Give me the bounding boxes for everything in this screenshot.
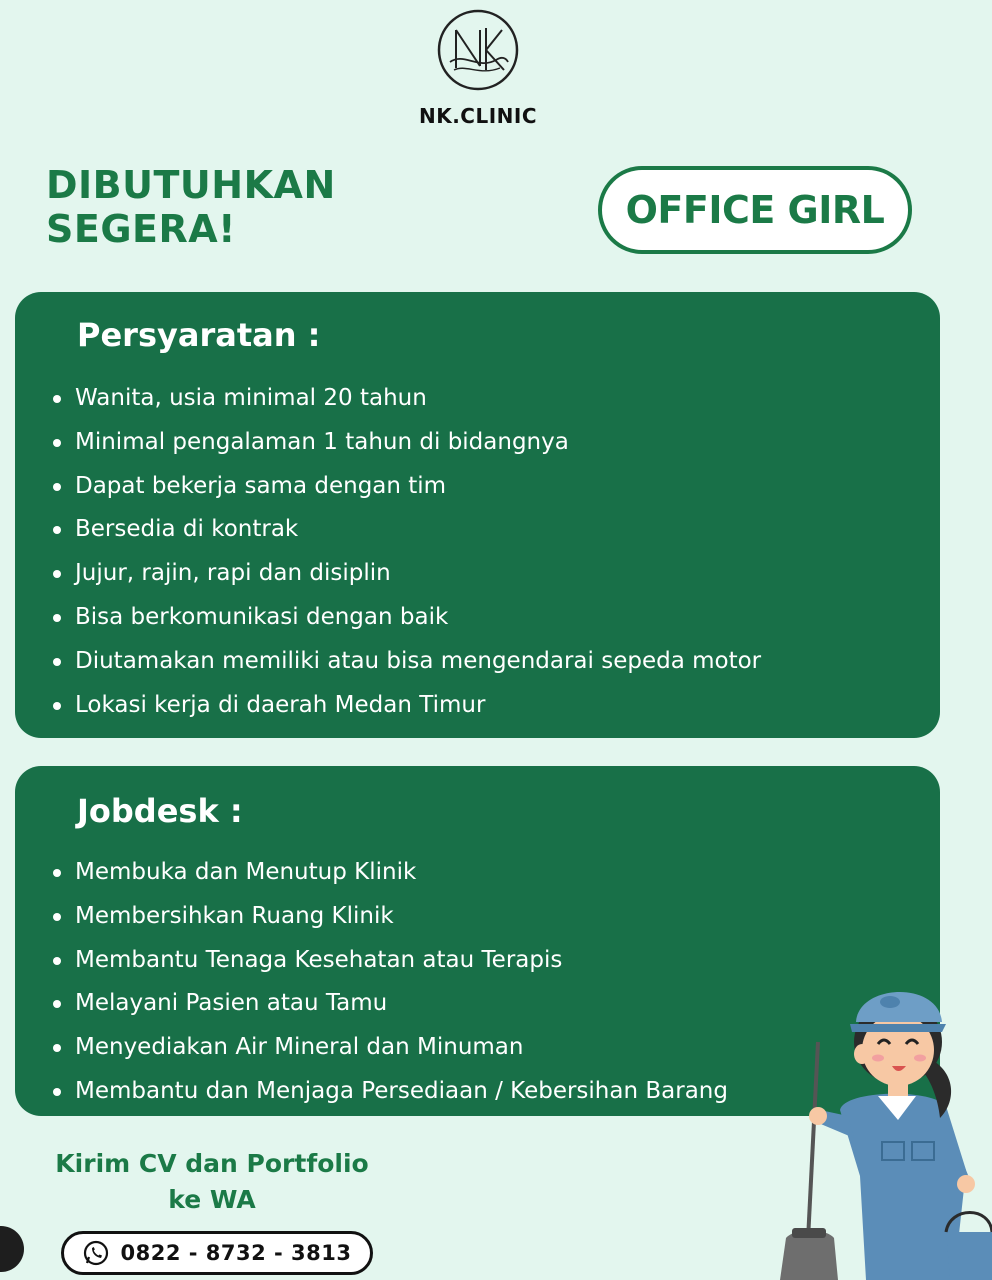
list-item: Minimal pengalaman 1 tahun di bidangnya — [51, 426, 761, 470]
brand-name: NK.CLINIC — [418, 104, 538, 128]
list-item: Lokasi kerja di daerah Medan Timur — [51, 689, 761, 733]
list-item: Bersedia di kontrak — [51, 513, 761, 557]
requirements-list — [51, 382, 761, 732]
list-item: Membersihkan Ruang Klinik — [51, 900, 728, 944]
headline-line-1: DIBUTUHKAN — [46, 163, 336, 207]
list-item: Membuka dan Menutup Klinik — [51, 856, 728, 900]
list-item: Jujur, rajin, rapi dan disiplin — [51, 557, 761, 601]
list-item: Melayani Pasien atau Tamu — [51, 987, 728, 1031]
jobdesk-title: Jobdesk : — [77, 792, 243, 830]
list-item: Membantu Tenaga Kesehatan atau Terapis — [51, 944, 728, 988]
cta-line-2: ke WA — [168, 1185, 256, 1214]
list-item: Wanita, usia minimal 20 tahun — [51, 382, 761, 426]
cleaning-worker-illustration — [770, 970, 992, 1280]
list-item: Bisa berkomunikasi dengan baik — [51, 601, 761, 645]
position-badge — [598, 166, 912, 254]
nk-clinic-logo-icon — [436, 8, 520, 92]
cta-line-1: Kirim CV dan Portfolio — [55, 1149, 369, 1178]
avatar[interactable] — [0, 1226, 24, 1272]
phone-number: 0822 - 8732 - 3813 — [120, 1241, 352, 1265]
list-item: Membantu dan Menjaga Persediaan / Kebersihan Barang — [51, 1075, 728, 1119]
cta-text — [40, 1146, 384, 1218]
headline — [46, 163, 336, 251]
requirements-title: Persyaratan : — [77, 316, 321, 354]
requirements-card — [15, 292, 940, 738]
position-label: OFFICE GIRL — [625, 188, 885, 232]
list-item: Dapat bekerja sama dengan tim — [51, 470, 761, 514]
list-item: Menyediakan Air Mineral dan Minuman — [51, 1031, 728, 1075]
jobdesk-list — [51, 856, 728, 1119]
whatsapp-icon — [82, 1239, 110, 1267]
headline-line-2: SEGERA! — [46, 207, 236, 251]
list-item: Diutamakan memiliki atau bisa mengendarai sepeda motor — [51, 645, 761, 689]
whatsapp-contact-button[interactable] — [61, 1231, 373, 1275]
